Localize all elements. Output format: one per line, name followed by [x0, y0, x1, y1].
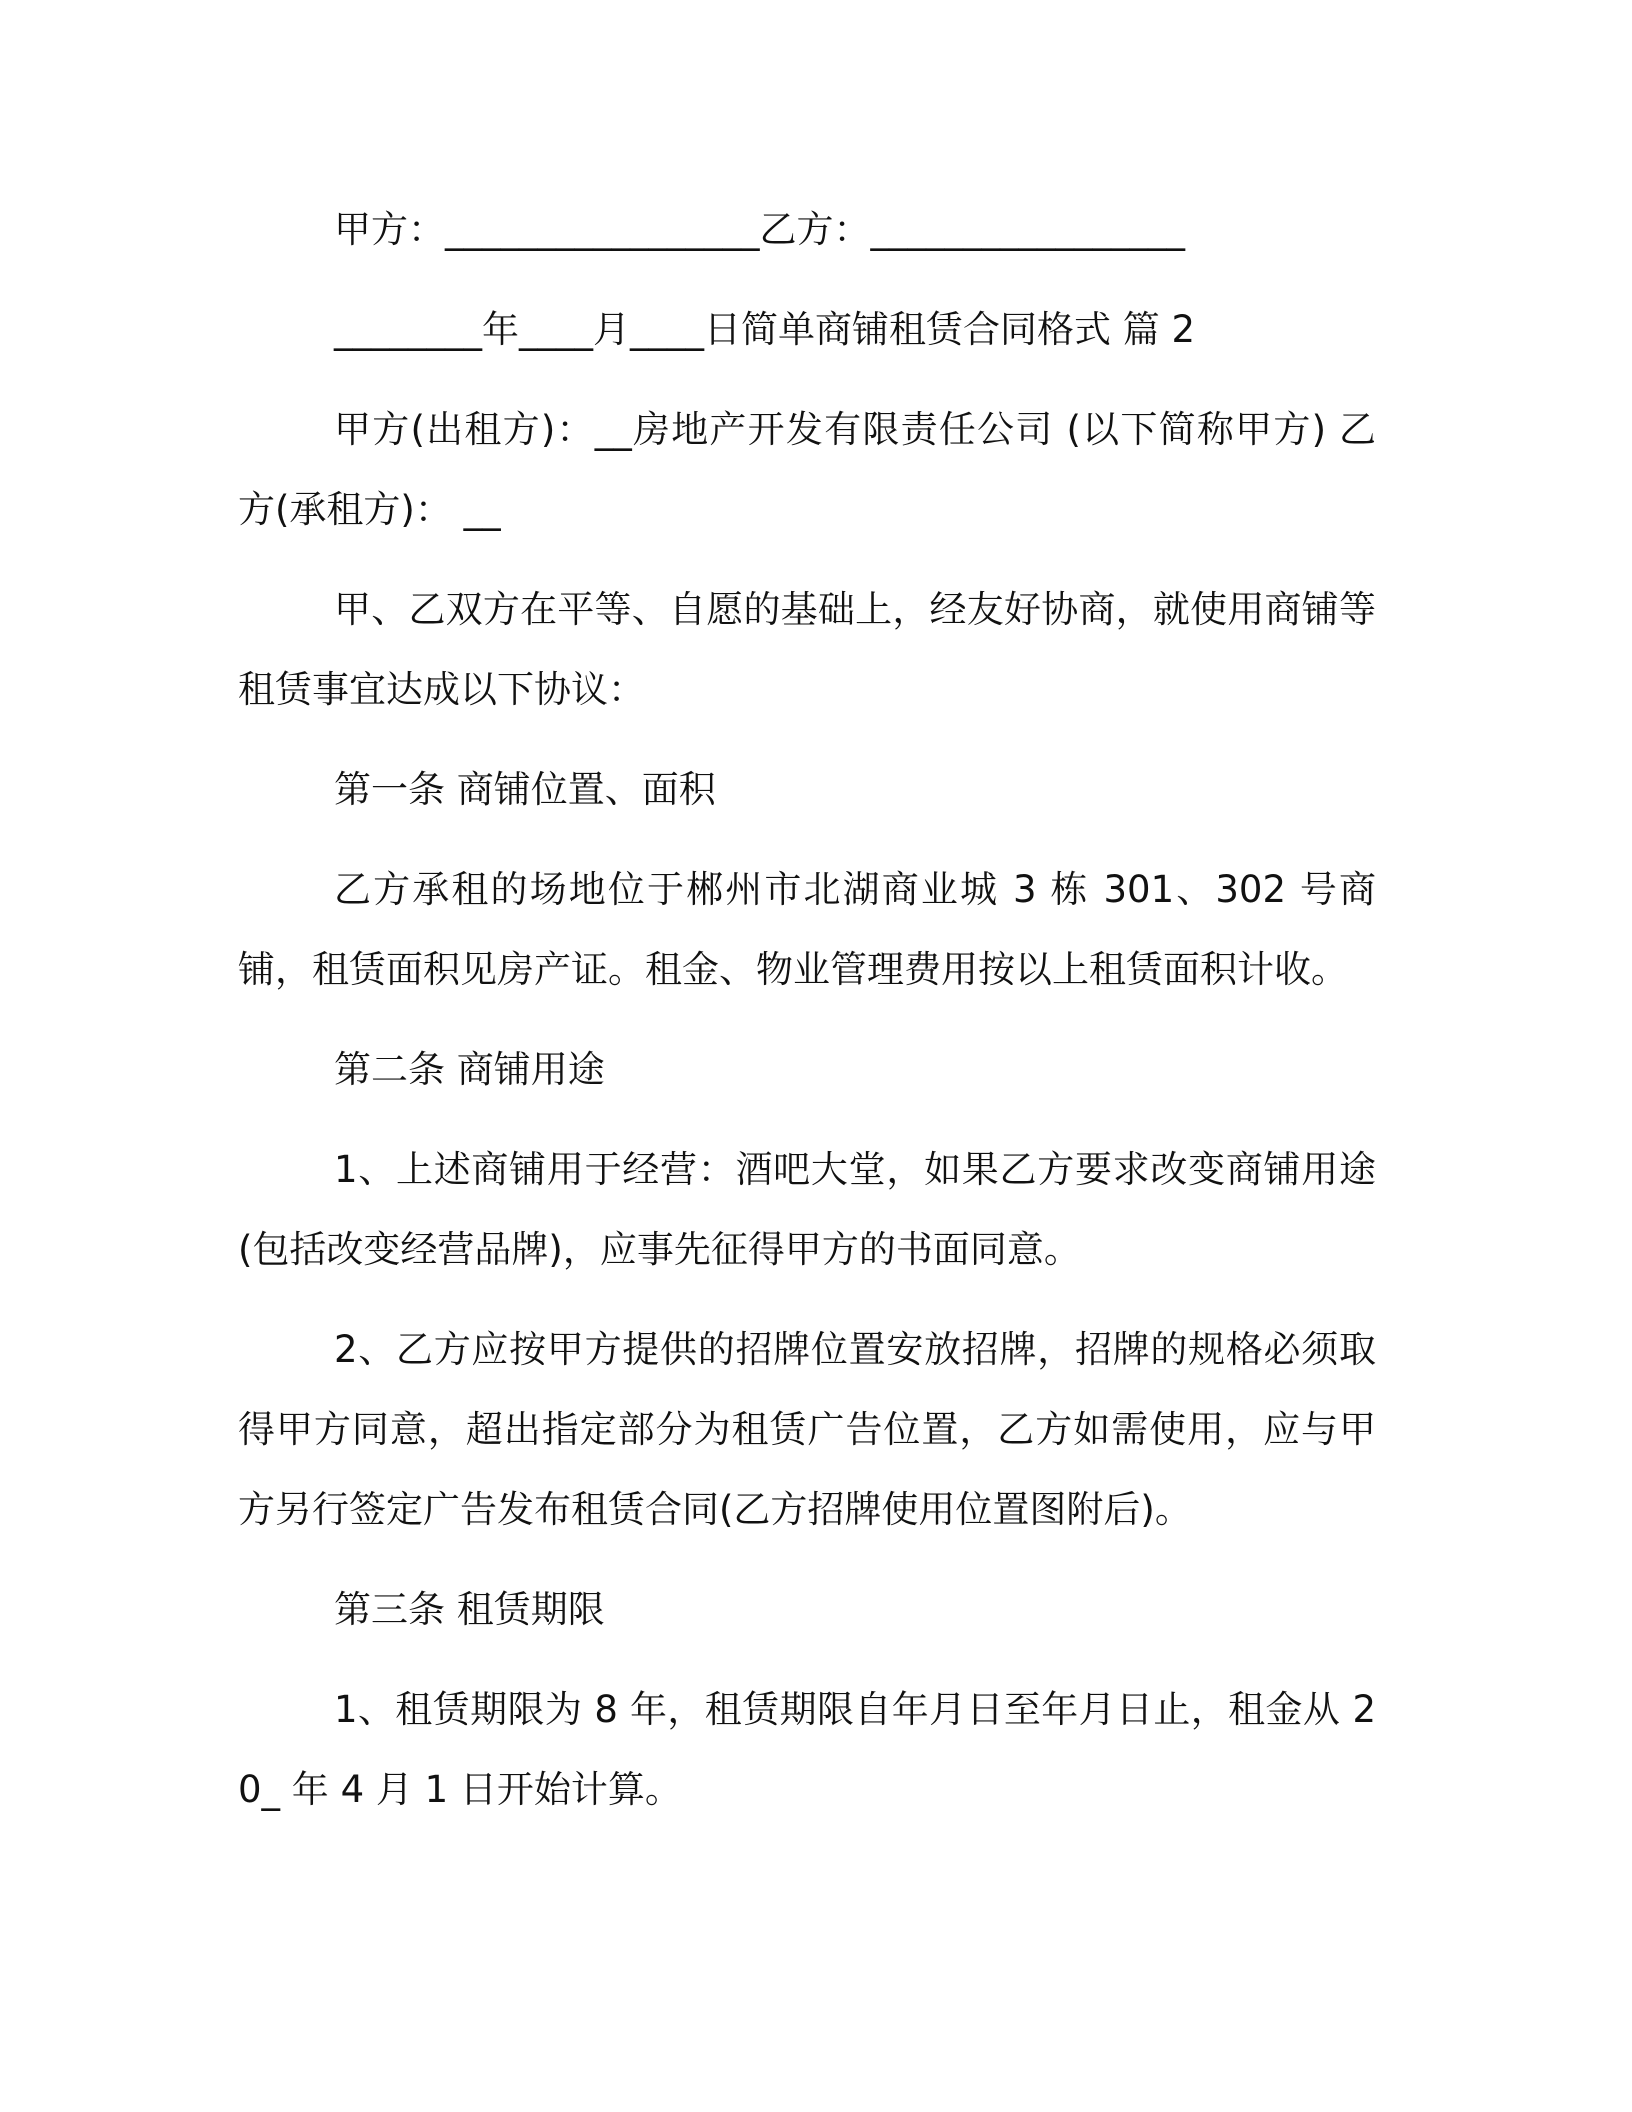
- article-2-clause-2: 2、乙方应按甲方提供的招牌位置安放招牌，招牌的规格必须取得甲方同意，超出指定部分为租赁广告位置，乙方如需使用，应与甲方另行签定广告发布租赁合同(乙方招牌使用位置图附后)。: [238, 1328, 1376, 1531]
- document-page: [238, 190, 1376, 1850]
- signature-line: 甲方：_________________乙方：_________________: [334, 208, 1185, 251]
- preamble-paragraph: 甲、乙双方在平等、自愿的基础上，经友好协商，就使用商铺等租赁事宜达成以下协议：: [238, 588, 1376, 711]
- article-3-clause-1: 1、租赁期限为 8 年，租赁期限自年月日至年月日止，租金从 20_ 年 4 月 1 日开始计算。: [238, 1688, 1376, 1811]
- article-2-heading: 第二条 商铺用途: [334, 1048, 605, 1091]
- date-and-title-line: ________年____月____日简单商铺租赁合同格式 篇 2: [334, 308, 1196, 351]
- article-1-heading: 第一条 商铺位置、面积: [334, 768, 716, 811]
- parties-paragraph: 甲方(出租方)：__房地产开发有限责任公司 (以下简称甲方) 乙方(承租方)： __: [238, 408, 1376, 531]
- article-1-body: 乙方承租的场地位于郴州市北湖商业城 3 栋 301、302 号商铺，租赁面积见房产证。租金、物业管理费用按以上租赁面积计收。: [238, 868, 1376, 991]
- article-2-clause-1: 1、上述商铺用于经营：酒吧大堂，如果乙方要求改变商铺用途(包括改变经营品牌)，应事先征得甲方的书面同意。: [238, 1148, 1376, 1271]
- article-3-heading: 第三条 租赁期限: [334, 1588, 605, 1631]
